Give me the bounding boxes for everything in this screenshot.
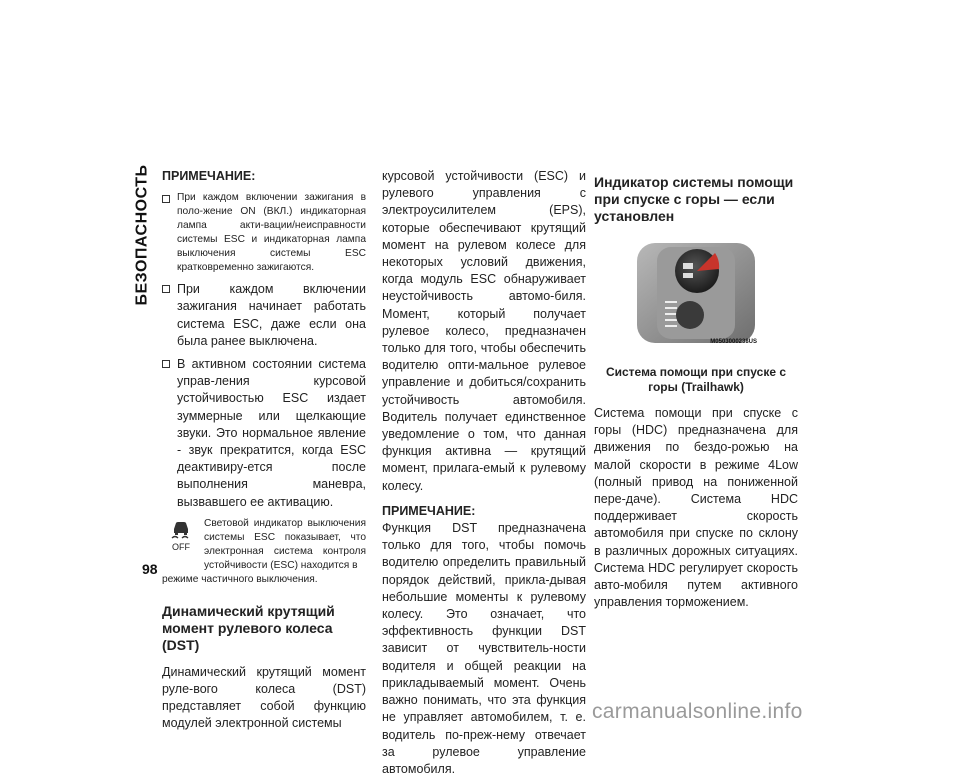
list-item: При каждом включении зажигания в поло-жение ON (ВКЛ.) индикаторная лампа акти-вации/неисправности системы ESC и индикаторная лампа выключения системы ESC кратковременно зажигаются. [162, 191, 366, 275]
list-item: В активном состоянии система управ-ления курсовой устойчивостью ESC издает зуммерные или щелкающие звуки. Это нормальное явление - звук прекратится, когда ESC деактивиру-ется после выполнения маневра, вызвавшего ее активацию. [162, 356, 366, 511]
esc-off-indicator-note [162, 517, 366, 587]
paragraph-hdc: Система помощи при спуске с горы (HDC) предназначена для движения по бездо-рожью на малой скорости в режиме 4Low (полный привод на пониженной пере-даче). Система HDC поддерживает скорость автомобиля при спуске по склону в различных дорожных ситуациях. Система HDC регулирует скорость авто-мобиля путем активного управления торможением. [594, 406, 798, 610]
bullet-square-icon [162, 360, 170, 368]
warning-text: Световой индикатор выключения системы ESC показывает, что электронная система контроля устойчивости (ESC) находится в [204, 517, 366, 571]
column-2 [382, 168, 586, 778]
list-item: При каждом включении зажигания начинает работать система ESC, даже если она была ранее выключена. [162, 281, 366, 350]
figure-code: M0503000238US [710, 338, 757, 345]
hdc-knob-figure [635, 241, 757, 355]
note-heading: ПРИМЕЧАНИЕ: [382, 503, 476, 518]
bullet-square-icon [162, 285, 170, 293]
off-label: OFF [172, 541, 190, 552]
paragraph-dst-intro: Динамический крутящий момент руле-вого колеса (DST) представляет собой функцию модулей электронной системы [162, 664, 366, 731]
note-bullet-list [162, 191, 366, 511]
column-1 [162, 168, 366, 733]
paragraph-dst-note: Функция DST предназначена только для того, чтобы помочь водителю определить правильный порядок действий, прикла-дывая небольшие моменты к рулевому колесу. Это означает, что эффективность функции DST зависит от чувствитель-ности водителя и общей реакции на прикладываемый момент. Очень важно понимать, что эта функция не управляет автомобилем, т. е. водитель по-преж-нему отвечает за рулевое управление автомобиля. [382, 521, 586, 776]
note-heading: ПРИМЕЧАНИЕ: [162, 169, 256, 183]
bullet-square-icon [162, 195, 170, 203]
esc-off-icon [162, 517, 200, 573]
figure-caption: Система помощи при спуске с горы (Trailhawk) [605, 365, 787, 394]
page-number: 98 [142, 561, 158, 577]
warning-text-tail: режиме частичного выключения. [162, 573, 318, 585]
section-side-title: БЕЗОПАСНОСТЬ [134, 164, 152, 306]
section-heading-hdc: Индикатор системы помощи при спуске с горы — если установлен [594, 174, 794, 224]
paragraph-dst-continued: курсовой устойчивости (ESC) и рулевого управления с электроусилителем (EPS), которые обеспечивают крутящий момент на рулевом колесе для некоторых условий движения, когда модуль ESC обнаруживает неустойчивость автомо-биля. Момент, который получает рулевое колесо, предназначен только для того, чтобы обеспечить водителю опти-мальное рулевое управление и добиться/сохранить устойчивость автомобиля. Водитель получает единственное уведомление о том, что данная функция активна — крутящий момент, прилага-емый к рулевому колесу. [382, 169, 586, 493]
section-heading-dst: Динамический крутящий момент рулевого колеса (DST) [162, 602, 335, 653]
watermark: carmanualsonline.info [592, 700, 803, 723]
column-3 [594, 168, 798, 611]
